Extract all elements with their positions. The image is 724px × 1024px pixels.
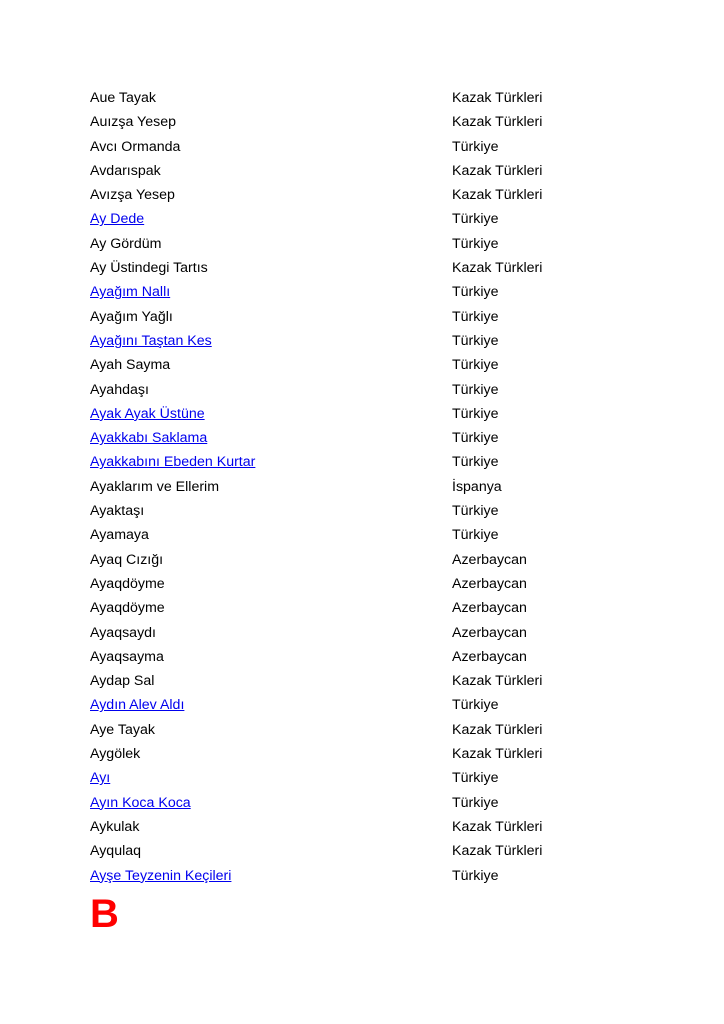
game-name: Aye Tayak xyxy=(90,721,155,738)
list-item xyxy=(0,280,724,304)
game-name: Avcı Ormanda xyxy=(90,138,181,155)
list-item xyxy=(0,742,724,766)
game-country: Azerbaycan xyxy=(452,600,527,617)
section-letter-heading: B xyxy=(90,892,119,936)
game-country: Türkiye xyxy=(452,357,499,374)
game-country: Türkiye xyxy=(452,235,499,252)
game-name-link[interactable]: Ayşe Teyzenin Keçileri xyxy=(90,867,232,884)
list-item xyxy=(0,475,724,499)
game-list xyxy=(0,86,724,888)
game-country: Azerbaycan xyxy=(452,575,527,592)
list-item xyxy=(0,693,724,717)
game-name: Auızşa Yesep xyxy=(90,114,176,131)
game-country: Türkiye xyxy=(452,794,499,811)
game-name-link[interactable]: Ayın Koca Koca xyxy=(90,794,191,811)
game-country: Kazak Türkleri xyxy=(452,162,543,179)
list-item xyxy=(0,839,724,863)
game-name: Aue Tayak xyxy=(90,90,156,106)
game-name: Aygölek xyxy=(90,746,141,763)
game-country: Türkiye xyxy=(452,308,499,325)
game-name: Avdarıspak xyxy=(90,162,161,179)
game-name: Ayaktaşı xyxy=(90,503,145,520)
game-country: Türkiye xyxy=(452,527,499,544)
list-item xyxy=(0,572,724,596)
game-name-link[interactable]: Ay Dede xyxy=(90,211,145,228)
list-item xyxy=(0,815,724,839)
game-country: Kazak Türkleri xyxy=(452,721,543,738)
game-country: Kazak Türkleri xyxy=(452,114,543,131)
list-item xyxy=(0,110,724,134)
list-item xyxy=(0,864,724,888)
list-item xyxy=(0,766,724,790)
game-country: İspanya xyxy=(452,478,502,495)
list-item xyxy=(0,159,724,183)
game-name: Ayaqsayma xyxy=(90,648,164,665)
game-name-link[interactable]: Ayağım Nallı xyxy=(90,284,171,301)
game-name: Ayqulaq xyxy=(90,843,142,860)
list-item xyxy=(0,232,724,256)
list-item xyxy=(0,329,724,353)
game-country: Türkiye xyxy=(452,770,499,787)
list-item xyxy=(0,183,724,207)
list-item xyxy=(0,791,724,815)
game-country: Kazak Türkleri xyxy=(452,818,543,835)
game-country: Kazak Türkleri xyxy=(452,746,543,763)
list-item xyxy=(0,353,724,377)
game-country: Türkiye xyxy=(452,430,499,447)
game-name-link[interactable]: Ayı xyxy=(90,770,111,787)
list-item xyxy=(0,86,724,110)
game-name: Avızşa Yesep xyxy=(90,187,175,204)
game-country: Türkiye xyxy=(452,405,499,422)
list-item xyxy=(0,669,724,693)
game-name-link[interactable]: Ayakkabı Saklama xyxy=(90,430,208,447)
game-country: Türkiye xyxy=(452,138,499,155)
game-name-link[interactable]: Ayağını Taştan Kes xyxy=(90,332,212,349)
list-item xyxy=(0,621,724,645)
game-country: Türkiye xyxy=(452,211,499,228)
game-country: Kazak Türkleri xyxy=(452,843,543,860)
game-name-link[interactable]: Ayakkabını Ebeden Kurtar xyxy=(90,454,256,471)
list-item xyxy=(0,596,724,620)
game-name-link[interactable]: Ayak Ayak Üstüne xyxy=(90,405,205,422)
game-country: Azerbaycan xyxy=(452,648,527,665)
game-name-link[interactable]: Aydın Alev Aldı xyxy=(90,697,185,714)
list-item xyxy=(0,499,724,523)
game-country: Türkiye xyxy=(452,503,499,520)
game-name: Ay Gördüm xyxy=(90,235,162,252)
game-country: Türkiye xyxy=(452,867,499,884)
game-name: Ayaqsaydı xyxy=(90,624,156,641)
game-country: Türkiye xyxy=(452,697,499,714)
list-item xyxy=(0,645,724,669)
game-country: Azerbaycan xyxy=(452,624,527,641)
game-country: Türkiye xyxy=(452,284,499,301)
game-name: Aydap Sal xyxy=(90,673,155,690)
list-item xyxy=(0,523,724,547)
list-item xyxy=(0,426,724,450)
game-name: Ayah Sayma xyxy=(90,357,171,374)
game-country: Kazak Türkleri xyxy=(452,673,543,690)
game-country: Türkiye xyxy=(452,381,499,398)
game-country: Kazak Türkleri xyxy=(452,90,543,106)
game-country: Kazak Türkleri xyxy=(452,260,543,277)
list-item xyxy=(0,256,724,280)
game-name: Ayamaya xyxy=(90,527,149,544)
game-name: Ayaklarım ve Ellerim xyxy=(90,478,220,495)
list-item xyxy=(0,378,724,402)
game-name: Ayahdaşı xyxy=(90,381,149,398)
list-item xyxy=(0,135,724,159)
game-name: Ay Üstindegi Tartıs xyxy=(90,260,208,277)
list-item xyxy=(0,718,724,742)
list-item xyxy=(0,305,724,329)
game-name: Ayaq Cızığı xyxy=(90,551,164,568)
list-item xyxy=(0,402,724,426)
list-item xyxy=(0,548,724,572)
game-name: Aykulak xyxy=(90,818,140,835)
game-country: Türkiye xyxy=(452,332,499,349)
game-name: Ayağım Yağlı xyxy=(90,308,173,325)
list-item xyxy=(0,450,724,474)
game-country: Azerbaycan xyxy=(452,551,527,568)
list-item xyxy=(0,207,724,231)
game-name: Ayaqdöyme xyxy=(90,600,165,617)
game-country: Türkiye xyxy=(452,454,499,471)
game-name: Ayaqdöyme xyxy=(90,575,165,592)
game-country: Kazak Türkleri xyxy=(452,187,543,204)
